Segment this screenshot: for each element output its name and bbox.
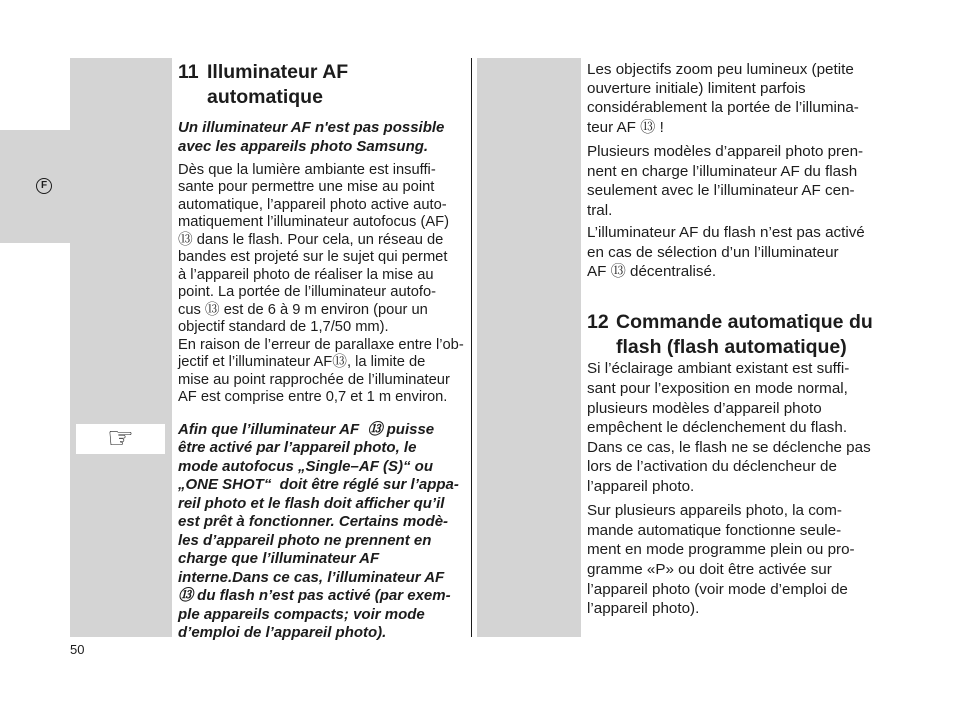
- text-line: nent en charge l’illuminateur AF du flash: [587, 162, 858, 180]
- text-line: est prêt à fonctionner. Certains modè-: [178, 513, 449, 530]
- text-line: ⑬ dans le flash. Pour cela, un réseau de: [178, 231, 444, 248]
- section-heading: [587, 310, 873, 360]
- language-badge: F: [36, 178, 52, 194]
- left-margin-column: [70, 58, 172, 637]
- text-line: Sur plusieurs appareils photo, la com-: [587, 502, 842, 520]
- text-line: mande automatique fonctionne seule-: [587, 521, 842, 539]
- section-heading: [178, 60, 348, 110]
- page-number: 50: [70, 642, 85, 657]
- text-line: tral.: [587, 201, 613, 219]
- text-line: empêchent le déclenchement du flash.: [587, 419, 848, 437]
- text-line: l’appareil photo.: [587, 478, 695, 496]
- text-line: jectif et l’illuminateur AF⑬, la limite de: [178, 354, 426, 370]
- text-line: En raison de l’erreur de parallaxe entre l’ob-: [178, 336, 464, 353]
- text-line: reil photo et le flash doit afficher qu’il: [178, 494, 445, 512]
- section-title: [207, 60, 348, 110]
- text-line: AF est comprise entre 0,7 et 1 m environ.: [178, 389, 448, 405]
- text-line: ⑬ du flash n’est pas activé (par exem-: [178, 587, 451, 604]
- section-title: [616, 310, 873, 360]
- text-line: automatique, l’appareil photo active auto-: [178, 196, 447, 213]
- text-line: ment en mode programme plein ou pro-: [587, 541, 855, 559]
- body-paragraph: [587, 142, 863, 220]
- text-line: les d’appareil photo ne prennent en: [178, 531, 432, 549]
- text-line: considérablement la portée de l’illumina-: [587, 99, 859, 117]
- text-line: en cas de sélection d’un l’illuminateur: [587, 243, 839, 261]
- text-line: Plusieurs modèles d’appareil photo pren-: [587, 143, 864, 161]
- text-line: Un illuminateur AF n'est pas possible: [178, 119, 445, 136]
- text-line: matiquement l’illuminateur autofocus (AF): [178, 214, 450, 230]
- language-tab: [0, 130, 70, 243]
- text-line: plusieurs modèles d’appareil photo: [587, 399, 822, 417]
- text-line: à l’appareil photo de réaliser la mise au: [178, 266, 434, 283]
- note-icon-box: [76, 424, 165, 454]
- text-line: sante pour permettre une mise au point: [178, 179, 435, 195]
- text-line: Afin que l’illuminateur AF ⑬ puisse: [178, 420, 435, 438]
- column-divider: [471, 58, 472, 637]
- text-line: sant pour l’exposition en mode normal,: [587, 379, 848, 397]
- text-line: teur AF ⑬ !: [587, 118, 664, 136]
- text-line: point. La portée de l’illuminateur autofo-: [178, 284, 437, 300]
- text-line: l’appareil photo (voir mode d’emploi de: [587, 580, 848, 598]
- intro-paragraph: [178, 118, 444, 156]
- text-line: Dès que la lumière ambiante est insuffi-: [178, 161, 436, 178]
- body-paragraph: [587, 501, 855, 619]
- text-line: bandes est projeté sur le sujet qui permet: [178, 249, 448, 265]
- body-paragraph: [587, 223, 865, 282]
- right-margin-column: [477, 58, 581, 637]
- text-line: L’illuminateur AF du flash n’est pas activé: [587, 224, 865, 242]
- text-line: mise au point rapprochée de l’illuminateur: [178, 371, 450, 388]
- pointing-hand-icon: [107, 424, 134, 454]
- text-line: lors de l’activation du déclencheur de: [587, 458, 837, 476]
- text-line: objectif standard de 1,7/50 mm).: [178, 319, 389, 335]
- text-line: automatique: [207, 85, 323, 108]
- text-line: Si l’éclairage ambiant existant est suffi-: [587, 360, 850, 378]
- body-paragraph: [587, 359, 871, 497]
- text-line: cus ⑬ est de 6 à 9 m environ (pour un: [178, 301, 428, 318]
- text-line: charge que l’illuminateur AF: [178, 550, 380, 567]
- text-line: ouverture initiale) limitent parfois: [587, 79, 806, 97]
- text-line: mode autofocus „Single–AF (S)“ ou: [178, 457, 434, 475]
- text-line: Commande automatique du: [616, 310, 873, 333]
- text-line: Dans ce cas, le flash ne se déclenche pas: [587, 438, 871, 456]
- text-line: être activé par l’appareil photo, le: [178, 439, 417, 456]
- text-line: AF ⑬ décentralisé.: [587, 263, 717, 281]
- text-line: gramme «P» ou doit être activée sur: [587, 560, 832, 578]
- text-line: avec les appareils photo Samsung.: [178, 138, 429, 155]
- text-line: ple appareils compacts; voir mode: [178, 605, 425, 623]
- text-line: flash (flash automatique): [616, 335, 847, 358]
- text-line: Les objectifs zoom peu lumineux (petite: [587, 60, 854, 78]
- text-line: Illuminateur AF: [207, 60, 349, 83]
- text-line: d’emploi de l’appareil photo).: [178, 624, 387, 641]
- body-paragraph: [178, 162, 449, 337]
- section-number: 12: [587, 310, 609, 333]
- text-line: l’appareil photo).: [587, 600, 700, 618]
- body-paragraph: [587, 60, 859, 138]
- section-number: 11: [178, 60, 199, 83]
- text-line: seulement avec le l’illuminateur AF cen-: [587, 182, 855, 200]
- text-line: interne.Dans ce cas, l’illuminateur AF: [178, 568, 445, 586]
- text-line: „ONE SHOT“ doit être réglé sur l’appa-: [178, 476, 459, 493]
- body-paragraph: [178, 337, 464, 407]
- note-paragraph: [178, 421, 459, 643]
